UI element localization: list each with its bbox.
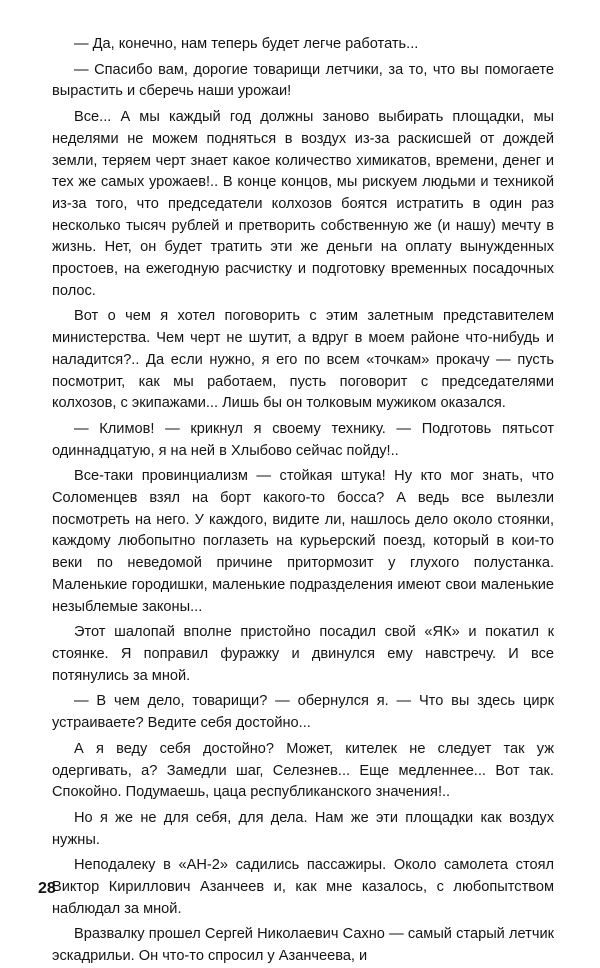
page-number: 28 [38, 880, 56, 897]
paragraph-8: — В чем дело, товарищи? — обернулся я. — Что вы здесь цирк устраиваете? Ведите себя достойно... [52, 693, 554, 732]
paragraph-4: Вот о чем я хотел поговорить с этим залетным представителем министерства. Чем черт не шутит, а вдруг в моем районе что-нибудь и наладится?.. Да если нужно, я его по всем «точкам» прокачу — пусть посмотрит, как мы работаем, пусть поговорит с председателями колхозов, с экипажами... Лишь бы он толковым мужиком оказался. [52, 308, 554, 412]
paragraph-7: Этот шалопай вполне пристойно посадил свой «ЯК» и покатил к стоянке. Я поправил фуражку и двинулся ему навстречу. И все потянулись за мной. [52, 624, 554, 684]
paragraph-9: А я веду себя достойно? Может, кителек не следует так уж одергивать, а? Замедли шаг, Селезнев... Еще медленнее... Вот так. Спокойно. Подумаешь, цаца республиканского значения!.. [52, 740, 554, 801]
paragraph-11: Неподалеку в «АН-2» садились пассажиры. Около самолета стоял Виктор Кириллович Азанчеев и, как мне казалось, с любопытством наблюдал за мной. [52, 857, 554, 917]
paragraph-1: — Да, конечно, нам теперь будет легче работать... [74, 36, 419, 52]
paragraph-12: Вразвалку прошел Сергей Николаевич Сахно — самый старый летчик эскадрильи. Он что-то спросил у Азанчеева, и [52, 926, 554, 965]
paragraph-2: — Спасибо вам, дорогие товарищи летчики, за то, что вы помогаете вырастить и сберечь наши урожаи! [52, 61, 554, 100]
page-text [52, 34, 554, 968]
paragraph-3: Все... А мы каждый год должны заново выбирать площадки, мы неделями не можем подняться в воздух из-за раскисшей от дождей земли, теряем черт знает какое количество химикатов, времени, денег и тех же самых урожаев!.. В конце концов, мы рискуем людьми и техникой из-за того, что председатели колхозов боятся истратить в один раз несколько тысяч рублей и претворить собственную же (и нашу) мечту в жизнь. Нет, он будет тратить эти же деньги на оплату вынужденных простоев, на ежегодную расчистку и подготовку временных посадочных полос. [52, 109, 554, 299]
paragraph-10: Но я же не для себя, для дела. Нам же эти площадки как воздух нужны. [52, 809, 554, 848]
paragraph-6: Все-таки провинциализм — стойкая штука! Ну кто мог знать, что Соломенцев взял на борт какого-то босса? А ведь все вылезли посмотреть на него. У каждого, видите ли, нашлось дело около стоянки, каждому любопытно поглазеть на курьерский поезд, который в кои-то веки по неведомой причине притормозит у глухого полустанка. Маленькие городишки, маленькие подразделения имеют свои маленькие незыблемые законы... [52, 468, 554, 615]
paragraph-5: — Климов! — крикнул я своему технику. — Подготовь пятьсот одиннадцатую, я на ней в Хлыбово сейчас пойду!.. [52, 420, 554, 459]
